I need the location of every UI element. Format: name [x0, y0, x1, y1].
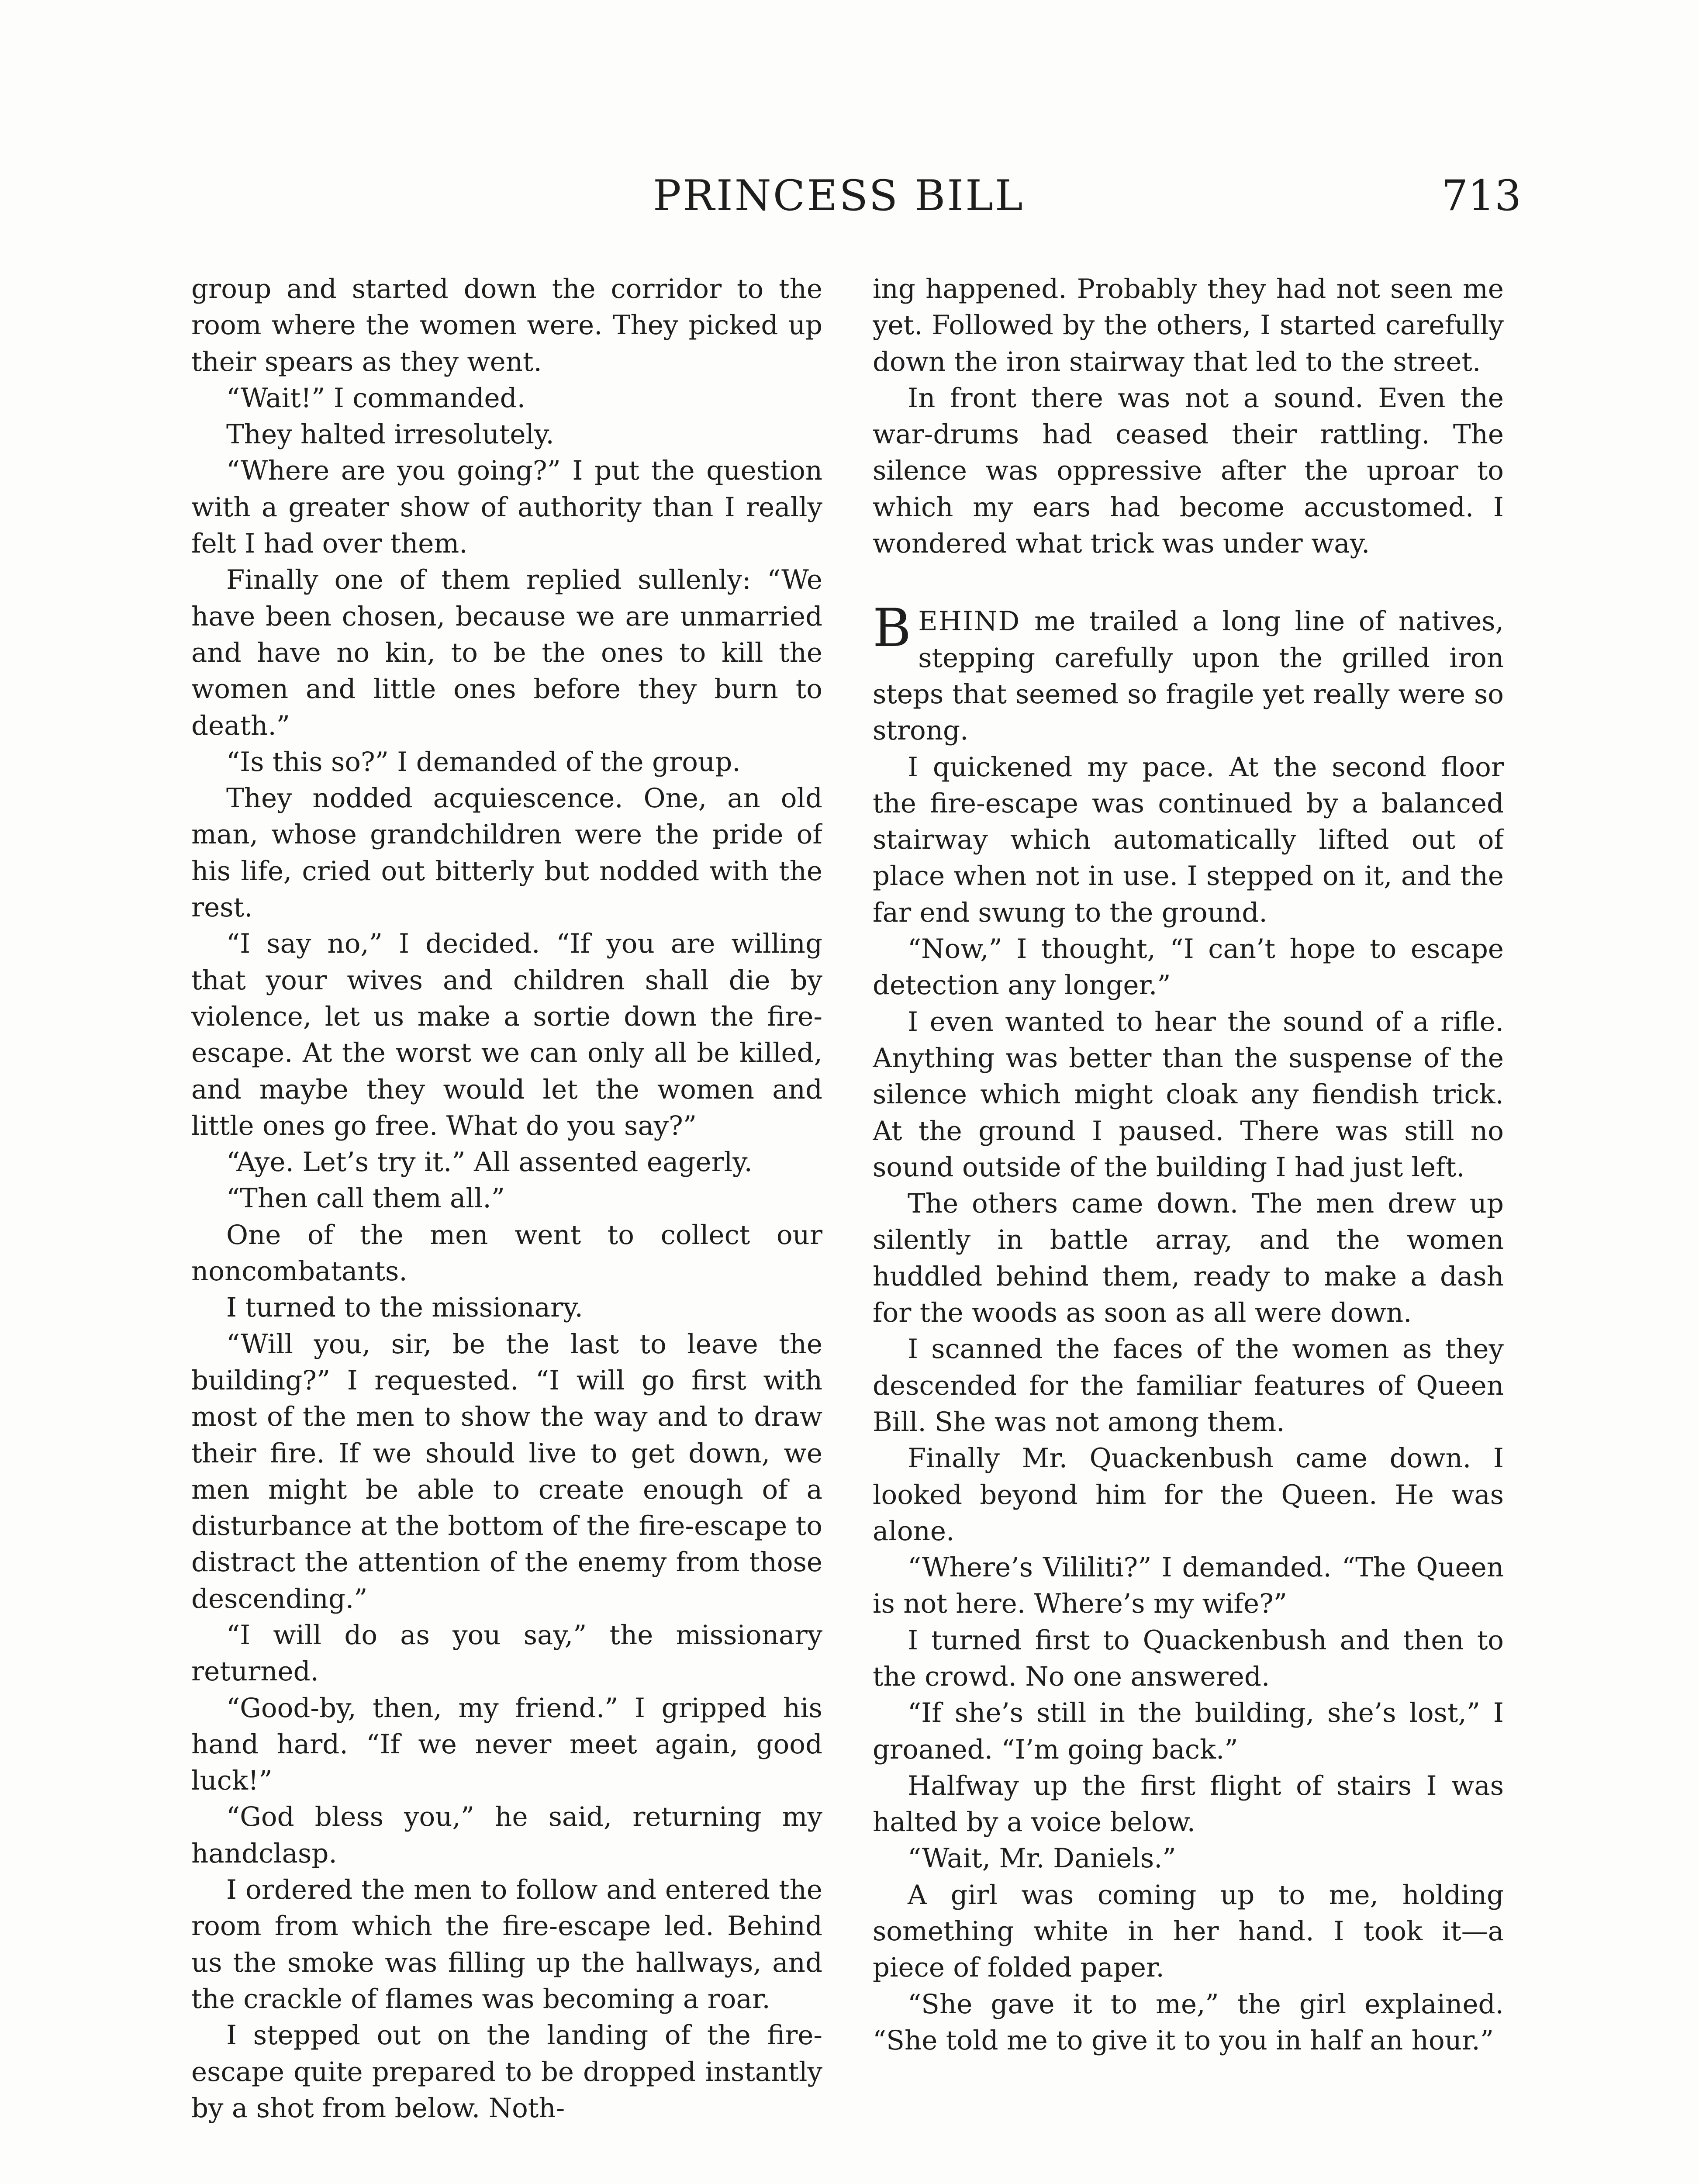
left-column: [191, 271, 822, 2184]
paragraph: I stepped out on the landing of the fire-escape quite prepared to be dropped instantly by a shot from below. Noth-: [191, 2020, 822, 2124]
paragraph: Finally one of them replied sullenly: “We have been chosen, because we are unmarried and have no kin, to be the ones to kill the women and little ones before they burn to death.”: [191, 564, 822, 741]
paragraph: I even wanted to hear the sound of a rifle. Anything was better than the suspense of the silence which might cloak any fiendish trick. At the ground I paused. There was still no sound outside of the building I had just left.: [873, 1006, 1504, 1183]
paragraph: “Good-by, then, my friend.” I gripped his hand hard. “If we never meet again, good luck!”: [191, 1692, 822, 1797]
paragraph: They nodded acquiescence. One, an old man, whose grandchildren were the pride of his life, cried out bitterly but nodded with the rest.: [191, 783, 822, 923]
section-break: [873, 562, 1504, 603]
paragraph: Finally Mr. Quackenbush came down. I looked beyond him for the Queen. He was alone.: [873, 1443, 1504, 1547]
paragraph: ing happened. Probably they had not seen me yet. Followed by the others, I started carefully down the iron stairway that led to the street.: [873, 273, 1504, 377]
running-title: PRINCESS BILL: [653, 171, 1025, 220]
paragraph: A girl was coming up to me, holding something white in her hand. I took it—a piece of folded paper.: [873, 1879, 1504, 1984]
paragraph: “She gave it to me,” the girl explained. “She told me to give it to you in half an hour.”: [873, 1988, 1504, 2056]
paragraph: One of the men went to collect our noncombatants.: [191, 1219, 822, 1287]
paragraph: I ordered the men to follow and entered the room from which the fire-escape led. Behind us the smoke was filling up the hallways, and the crackle of flames was becoming a roar.: [191, 1874, 822, 2015]
paragraph: In front there was not a sound. Even the war-drums had ceased their rattling. The silence was oppressive after the uproar to which my ears had become accustomed. I wondered what trick was under way.: [873, 382, 1504, 560]
right-column: [873, 271, 1504, 2184]
paragraph: “Aye. Let’s try it.” All assented eagerly.: [226, 1147, 753, 1178]
section-opening-paragraph: [873, 598, 1504, 749]
paragraph: I quickened my pace. At the second floor the fire-escape was continued by a balanced stairway which automatically lifted out of place when not in use. I stepped on it, and the far end swung to the ground.: [873, 751, 1504, 928]
paragraph: “Will you, sir, be the last to leave the building?” I requested. “I will go first with most of the men to show the way and to draw their fire. If we should live to get down, we men might be able to create enough of a disturbance at the bottom of the fire-escape to distract the attention of the enemy from those descending.”: [191, 1328, 822, 1614]
paragraph: “God bless you,” he said, returning my handclasp.: [191, 1801, 822, 1869]
paragraph: “Then call them all.”: [226, 1183, 505, 1214]
paragraph: They halted irresolutely.: [226, 419, 554, 450]
paragraph: “Is this so?” I demanded of the group.: [226, 746, 741, 778]
paragraph: I turned to the missionary.: [226, 1292, 583, 1324]
paragraph: I scanned the faces of the women as they descended for the familiar features of Queen Bill. She was not among them.: [873, 1334, 1504, 1438]
paragraph: group and started down the corridor to the room where the women were. They picked up their spears as they went.: [191, 273, 822, 377]
small-caps-lead: EHIND: [918, 606, 1021, 637]
paragraph: “If she’s still in the building, she’s lost,” I groaned. “I’m going back.”: [873, 1697, 1504, 1765]
paragraph: “Where’s Vililiti?” I demanded. “The Queen is not here. Where’s my wife?”: [873, 1552, 1504, 1620]
paragraph: “I say no,” I decided. “If you are willing that your wives and children shall die by violence, let us make a sortie down the fire-escape. At the worst we can only all be killed, and maybe they would let the women and little ones go free. What do you say?”: [191, 928, 822, 1141]
paragraph: “Where are you going?” I put the question with a greater show of authority than I really felt I had over them.: [191, 455, 822, 560]
paragraph: “Now,” I thought, “I can’t hope to escape detection any longer.”: [873, 933, 1504, 1001]
section-opening-text: me trailed a long line of natives, stepping carefully upon the grilled iron steps that seemed so fragile yet really were so strong.: [873, 606, 1504, 746]
page-number: 713: [1441, 171, 1522, 220]
paragraph: “Wait, Mr. Daniels.”: [908, 1843, 1176, 1874]
paragraph: “Wait!” I commanded.: [226, 382, 526, 414]
paragraph: The others came down. The men drew up silently in battle array, and the women huddled behind them, ready to make a dash for the woods as soon as all were down.: [873, 1188, 1504, 1329]
drop-cap: B: [873, 598, 912, 659]
paragraph: “I will do as you say,” the missionary returned.: [191, 1619, 822, 1687]
paragraph: I turned first to Quackenbush and then to the crowd. No one answered.: [873, 1624, 1504, 1692]
paragraph: Halfway up the first flight of stairs I was halted by a voice below.: [873, 1770, 1504, 1838]
